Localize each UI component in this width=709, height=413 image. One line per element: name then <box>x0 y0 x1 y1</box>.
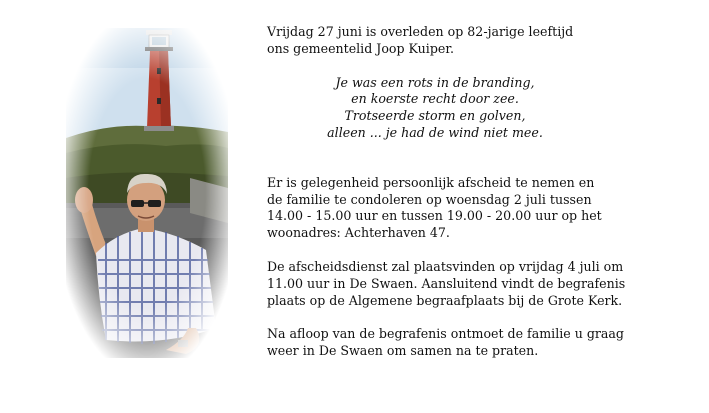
text-line: Vrijdag 27 juni is overleden op 82-jarige leeftijd <box>267 24 574 39</box>
poem-line: en koerste recht door zee. <box>351 91 519 107</box>
text-line: woonadres: Achterhaven 47. <box>267 225 450 241</box>
intro-paragraph <box>267 24 687 58</box>
text-line: 14.00 - 15.00 uur en tussen 19.00 - 20.00 uur op het <box>267 208 602 224</box>
poem-line: Je was een rots in de branding, <box>335 74 535 90</box>
text-line: De afscheidsdienst zal plaatsvinden op vrijdag 4 juli om <box>267 258 624 274</box>
memorial-photo <box>66 28 228 358</box>
poem-line: Trotseerde storm en golven, <box>344 108 526 124</box>
poem <box>267 75 603 142</box>
text-line: 11.00 uur in De Swaen. Aansluitend vindt de begrafenis <box>267 275 626 291</box>
poem-line: alleen ... je had de wind niet mee. <box>327 124 543 140</box>
after-paragraph <box>267 326 687 360</box>
text-line: de familie te condoleren op woensdag 2 juli tussen <box>267 191 592 207</box>
condolence-paragraph <box>267 175 687 242</box>
text-line: plaats op de Algemene begraafplaats bij de Grote Kerk. <box>267 292 623 308</box>
service-paragraph <box>267 259 687 309</box>
text-line: Na afloop van de begrafenis ontmoet de familie u graag <box>267 326 624 342</box>
text-line: weer in De Swaen om samen na te praten. <box>267 343 539 359</box>
text-line: Er is gelegenheid persoonlijk afscheid te nemen en <box>267 174 595 190</box>
obituary-text <box>267 24 687 360</box>
text-line: ons gemeentelid Joop Kuiper. <box>267 40 454 56</box>
